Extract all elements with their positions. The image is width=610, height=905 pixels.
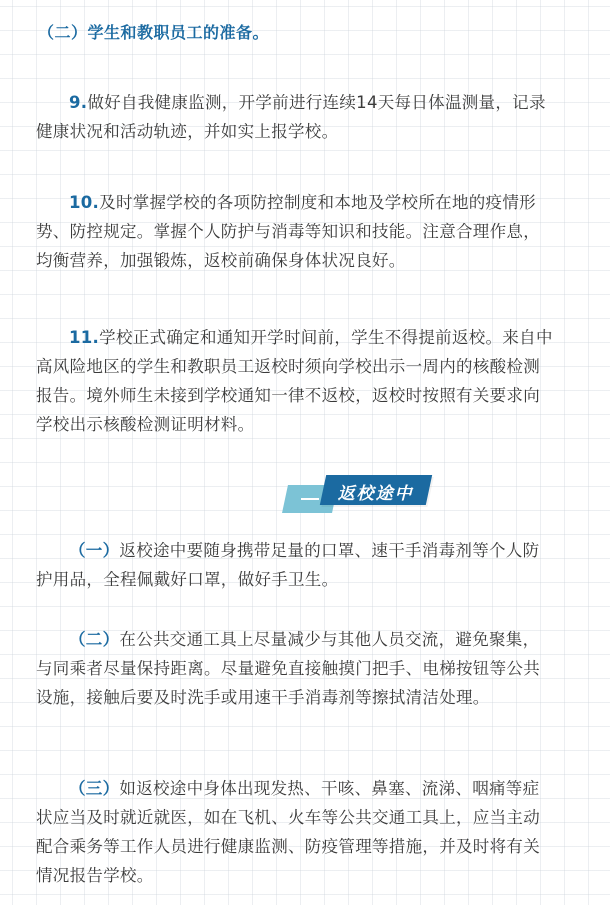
section-banner [285,473,435,513]
transit-text: 如返校途中身体出现发热、干咳、鼻塞、流涕、咽痛等症状应当及时就近就医，如在飞机、火车等公共交通工具上，应当主动配合乘务等工作人员进行健康监测、防疫管理等措施，并及时将有关情况报告学校。 [36,779,540,885]
transit-item-2 [36,625,556,712]
banner-number [301,498,319,500]
item-text: 学校正式确定和通知开学时间前，学生不得提前返校。来自中高风险地区的学生和教职员工返校时须向学校出示一周内的核酸检测报告。境外师生未接到学校通知一律不返校，返校时按照有关要求向学校出示核酸检测证明材料。 [36,328,553,434]
item-text: 及时掌握学校的各项防控制度和本地及学校所在地的疫情形势、防控规定。掌握个人防护与消毒等知识和技能。注意合理作息，均衡营养，加强锻炼，返校前确保身体状况良好。 [36,193,540,270]
item-number: 9. [69,93,88,112]
item-number: 11. [69,328,100,347]
transit-text: 返校途中要随身携带足量的口罩、速干手消毒剂等个人防护用品，全程佩戴好口罩，做好手卫生。 [36,541,540,589]
item-number: 10. [69,193,100,212]
transit-item-1 [36,536,556,594]
transit-label: （二） [69,630,120,649]
transit-text: 在公共交通工具上尽量减少与其他人员交流，避免聚集，与同乘者尽量保持距离。尽量避免直接触摸门把手、电梯按钮等公共设施，接触后要及时洗手或用速干手消毒剂等擦拭清洁处理。 [36,630,540,707]
item-text: 做好自我健康监测，开学前进行连续14天每日体温测量，记录健康状况和活动轨迹，并如实上报学校。 [36,93,546,141]
banner-title-box [320,475,432,505]
banner-title: 返校途中 [337,484,414,504]
transit-label: （一） [69,541,120,560]
item-9 [36,88,556,146]
item-10 [36,188,556,275]
section-heading: （二）学生和教职员工的准备。 [38,23,270,42]
transit-label: （三） [69,779,120,798]
item-11 [36,323,556,439]
transit-item-3 [36,774,556,890]
